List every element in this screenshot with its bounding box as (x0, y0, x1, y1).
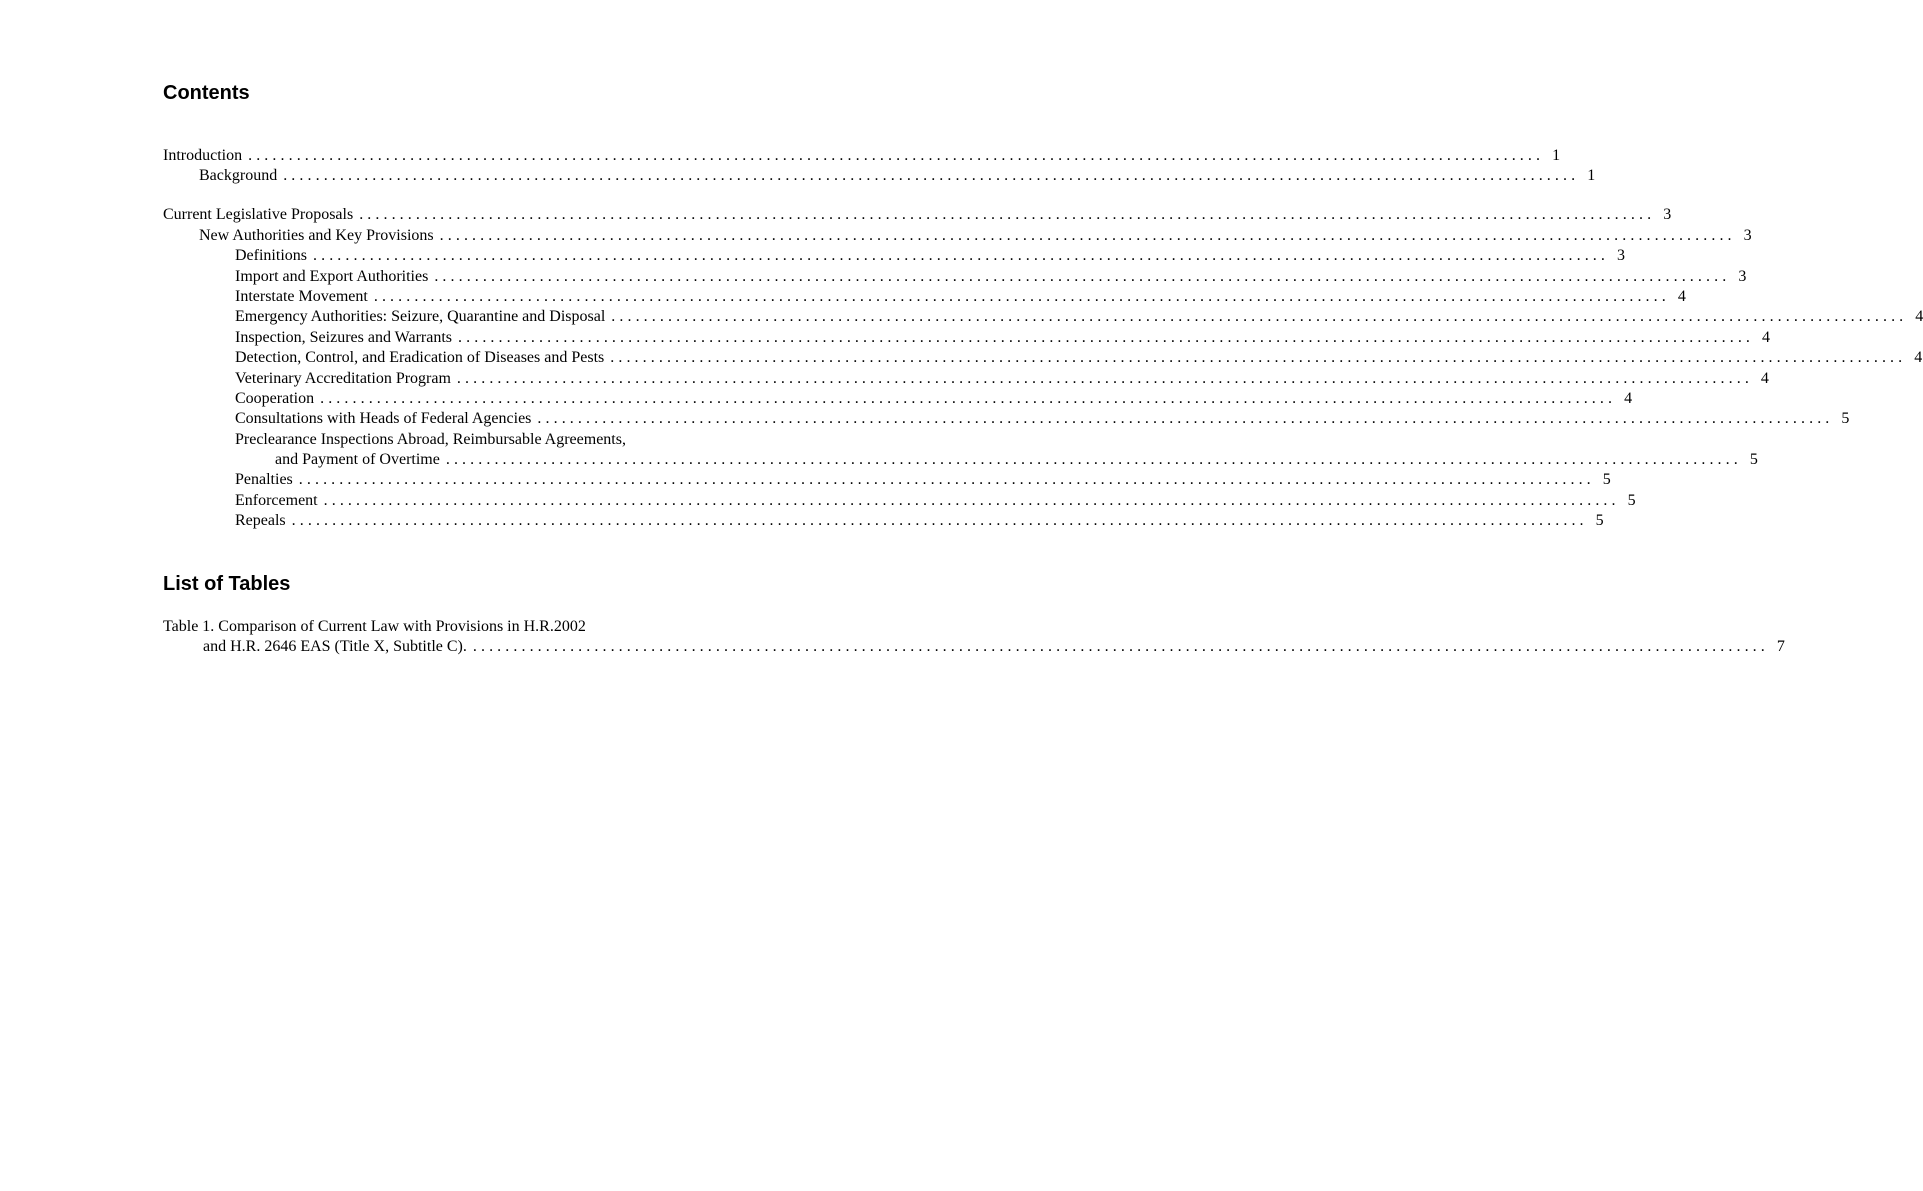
dot-leader: ................................................................................................................................................................ (248, 147, 1545, 164)
dot-leader: ................................................................................................................................................................ (472, 638, 1769, 656)
toc-entry-label: Penalties (235, 471, 293, 489)
dot-leader: ................................................................................................................................................................ (323, 491, 1620, 509)
toc-entry-label: Repeals (235, 512, 286, 530)
toc-entry[interactable] (163, 146, 1561, 166)
toc-entry[interactable] (163, 389, 1633, 409)
dot-leader: ................................................................................................................................................................ (291, 512, 1588, 530)
contents-heading: Contents (163, 82, 250, 104)
toc-entry[interactable] (163, 369, 1769, 389)
toc-entry-page-number: 5 (1602, 471, 1611, 489)
toc-entry-label: and H.R. 2646 EAS (Title X, Subtitle C). (203, 638, 467, 656)
toc-entry[interactable] (163, 430, 758, 450)
group-spacer (163, 187, 758, 206)
toc-entry-label: and Payment of Overtime (275, 451, 440, 469)
toc-entry[interactable] (163, 470, 1611, 490)
toc-entry[interactable] (163, 267, 1747, 287)
toc-entry-page-number: 1 (1587, 167, 1596, 185)
dot-leader: ................................................................................................................................................................ (283, 167, 1580, 185)
toc-entry[interactable] (163, 450, 1758, 470)
toc-entry-label: Import and Export Authorities (235, 267, 429, 285)
dot-leader: ................................................................................................................................................................ (456, 369, 1753, 387)
toc-entry-page-number: 5 (1841, 410, 1850, 428)
toc-entry-page-number: 3 (1738, 267, 1747, 285)
toc-entry-page-number: 5 (1749, 451, 1758, 469)
toc-entry-page-number: 1 (1552, 147, 1561, 164)
toc-entry-label: New Authorities and Key Provisions (199, 226, 434, 244)
toc-entry[interactable] (163, 409, 1850, 429)
dot-leader: ................................................................................................................................................................ (610, 349, 1907, 367)
dot-leader: ................................................................................................................................................................ (298, 471, 1595, 489)
toc-entry-label: Veterinary Accreditation Program (235, 369, 451, 387)
dot-leader: ................................................................................................................................................................ (458, 328, 1755, 346)
toc-entry-label: Emergency Authorities: Seizure, Quarantine and Disposal (235, 308, 606, 326)
tables-list (163, 617, 1785, 658)
toc-entry-page-number: 4 (1914, 349, 1923, 367)
toc-entry[interactable] (163, 348, 1923, 368)
toc-entry-label: Detection, Control, and Eradication of Diseases and Pests (235, 349, 605, 367)
toc-entry[interactable] (163, 205, 1672, 225)
toc-entry[interactable] (163, 328, 1771, 348)
toc-entry-label: Cooperation (235, 389, 315, 407)
toc-entry-label: Definitions (235, 247, 307, 265)
toc-entry-page-number: 5 (1627, 491, 1636, 509)
toc-entry[interactable] (163, 637, 1785, 657)
contents-list (163, 146, 1923, 532)
toc-entry[interactable] (163, 226, 1752, 246)
toc-entry-label: Background (199, 167, 278, 185)
toc-entry[interactable] (163, 307, 1923, 327)
toc-entry-label: Introduction (163, 147, 243, 164)
toc-entry[interactable] (163, 166, 1596, 186)
toc-entry-label: Enforcement (235, 491, 318, 509)
toc-entry-page-number: 5 (1595, 512, 1604, 530)
toc-entry-label: Table 1. Comparison of Current Law with Provisions in H.R.2002 (163, 618, 586, 635)
dot-leader: ................................................................................................................................................................ (439, 226, 1736, 244)
toc-entry-page-number: 3 (1617, 247, 1625, 265)
toc-entry-page-number: 4 (1915, 308, 1923, 326)
toc-entry-page-number: 7 (1776, 638, 1785, 656)
toc-entry-label: Consultations with Heads of Federal Agencies (235, 410, 532, 428)
list-of-tables-heading: List of Tables (163, 573, 291, 595)
dot-leader: ................................................................................................................................................................ (445, 451, 1742, 469)
toc-entry-label: Current Legislative Proposals (163, 206, 354, 224)
toc-entry[interactable] (163, 287, 1686, 307)
toc-entry-label: Preclearance Inspections Abroad, Reimbursable Agreements, (235, 430, 626, 448)
toc-entry[interactable] (163, 491, 1636, 511)
toc-entry-label: Interstate Movement (235, 287, 368, 305)
dot-leader: ................................................................................................................................................................ (313, 247, 1609, 265)
toc-entry-page-number: 4 (1677, 287, 1686, 305)
toc-entry[interactable] (163, 246, 1625, 266)
dot-leader: ................................................................................................................................................................ (537, 410, 1834, 428)
toc-entry-page-number: 3 (1663, 206, 1672, 224)
toc-entry-page-number: 4 (1760, 369, 1769, 387)
dot-leader: ................................................................................................................................................................ (373, 287, 1670, 305)
toc-entry[interactable] (163, 617, 758, 637)
toc-entry-page-number: 4 (1762, 328, 1771, 346)
toc-entry-page-number: 3 (1743, 226, 1752, 244)
toc-entry-page-number: 4 (1624, 389, 1633, 407)
toc-entry[interactable] (163, 511, 1604, 531)
dot-leader: ................................................................................................................................................................ (434, 267, 1731, 285)
dot-leader: ................................................................................................................................................................ (359, 206, 1656, 224)
dot-leader: ................................................................................................................................................................ (611, 308, 1908, 326)
dot-leader: ................................................................................................................................................................ (320, 389, 1617, 407)
toc-entry-label: Inspection, Seizures and Warrants (235, 328, 453, 346)
